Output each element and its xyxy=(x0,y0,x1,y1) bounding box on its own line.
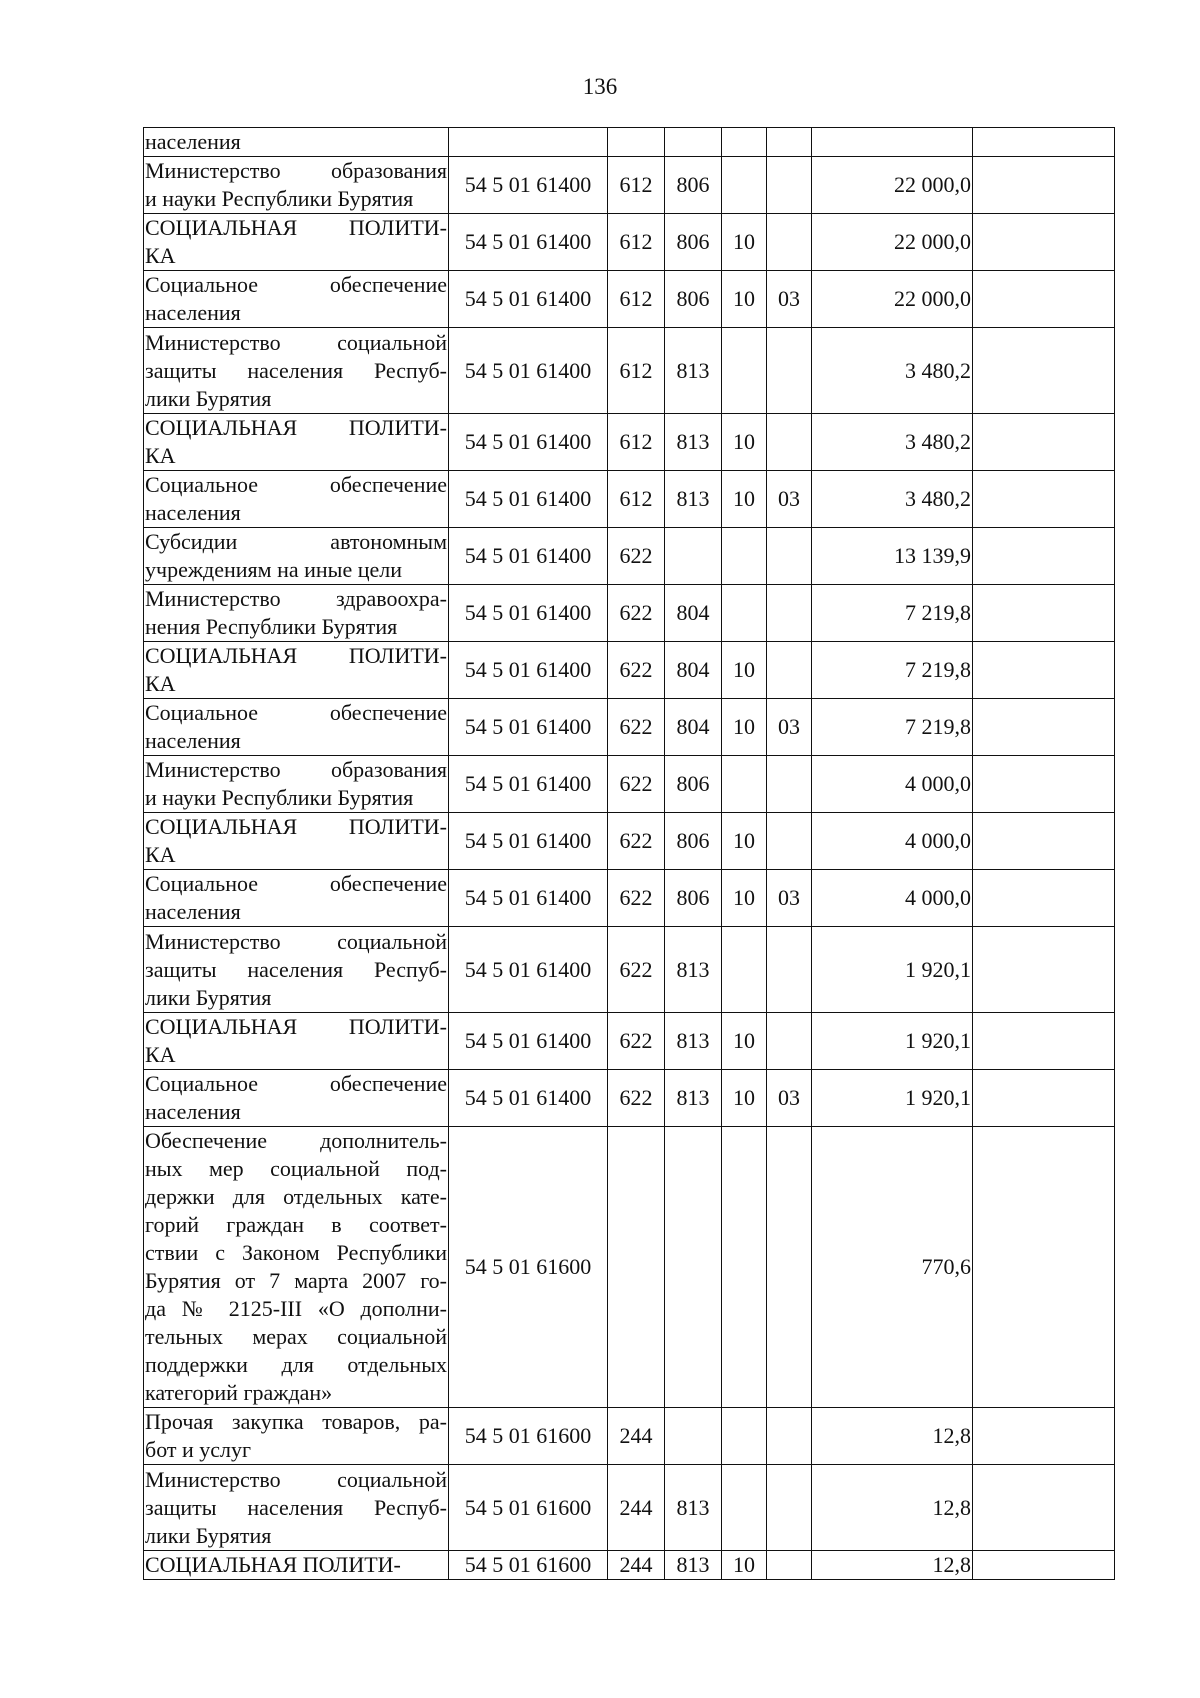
table-row xyxy=(144,1070,1115,1127)
cell-pr xyxy=(767,1127,812,1408)
cell-name-line: Социальное обеспечение xyxy=(145,1071,447,1096)
cell-name-line: СОЦИАЛЬНАЯ ПОЛИТИ- xyxy=(145,1552,401,1577)
cell-amount: 12,8 xyxy=(812,1551,973,1580)
cell-amount: 1 920,1 xyxy=(812,1013,973,1070)
cell-pr xyxy=(767,1465,812,1551)
cell-vr: 622 xyxy=(608,813,665,870)
cell-name-line: Министерство здравоохра- xyxy=(145,586,447,611)
cell-code: 54 5 01 61400 xyxy=(449,214,608,271)
cell-name-line: населения xyxy=(145,129,241,154)
cell-rz xyxy=(722,1465,767,1551)
table-row xyxy=(144,128,1115,157)
table-row xyxy=(144,1013,1115,1070)
cell-code: 54 5 01 61400 xyxy=(449,870,608,927)
cell-code: 54 5 01 61600 xyxy=(449,1408,608,1465)
cell-vr: 244 xyxy=(608,1465,665,1551)
cell-name xyxy=(144,870,449,927)
cell-vr: 622 xyxy=(608,528,665,585)
table-row xyxy=(144,642,1115,699)
cell-name-line: лики Бурятия xyxy=(145,984,272,1010)
cell-name xyxy=(144,414,449,471)
cell-name-line: населения xyxy=(145,500,241,525)
cell-pr xyxy=(767,414,812,471)
cell-rz xyxy=(722,756,767,813)
cell-extra xyxy=(973,642,1115,699)
cell-code: 54 5 01 61400 xyxy=(449,699,608,756)
cell-pr: 03 xyxy=(767,471,812,528)
cell-extra xyxy=(973,870,1115,927)
cell-rz xyxy=(722,927,767,1013)
budget-table xyxy=(143,127,1115,1580)
cell-amount: 3 480,2 xyxy=(812,328,973,414)
cell-name-line: СОЦИАЛЬНАЯ ПОЛИТИ- xyxy=(145,643,447,668)
cell-code: 54 5 01 61400 xyxy=(449,1070,608,1127)
cell-vr: 244 xyxy=(608,1408,665,1465)
table-row xyxy=(144,1408,1115,1465)
cell-name-line: да № 2125-III «О дополни- xyxy=(145,1296,447,1321)
cell-grbs: 806 xyxy=(665,870,722,927)
cell-grbs: 813 xyxy=(665,1551,722,1580)
cell-vr: 244 xyxy=(608,1551,665,1580)
cell-vr: 622 xyxy=(608,699,665,756)
cell-name-line: КА xyxy=(145,443,176,468)
cell-name xyxy=(144,1551,449,1580)
cell-grbs: 813 xyxy=(665,1465,722,1551)
cell-pr: 03 xyxy=(767,699,812,756)
cell-code: 54 5 01 61400 xyxy=(449,471,608,528)
cell-vr: 622 xyxy=(608,1070,665,1127)
table-row xyxy=(144,271,1115,328)
cell-vr: 612 xyxy=(608,157,665,214)
cell-vr: 612 xyxy=(608,214,665,271)
cell-name xyxy=(144,214,449,271)
budget-table-body xyxy=(144,128,1115,1580)
cell-extra xyxy=(973,414,1115,471)
cell-amount: 4 000,0 xyxy=(812,813,973,870)
table-row xyxy=(144,157,1115,214)
table-row xyxy=(144,214,1115,271)
cell-name xyxy=(144,528,449,585)
cell-extra xyxy=(973,756,1115,813)
cell-amount: 22 000,0 xyxy=(812,157,973,214)
cell-amount xyxy=(812,128,973,157)
cell-name-line: и науки Республики Бурятия xyxy=(145,186,414,211)
cell-code: 54 5 01 61600 xyxy=(449,1551,608,1580)
cell-code: 54 5 01 61600 xyxy=(449,1127,608,1408)
cell-pr xyxy=(767,528,812,585)
cell-rz xyxy=(722,1127,767,1408)
cell-code: 54 5 01 61400 xyxy=(449,927,608,1013)
cell-pr xyxy=(767,214,812,271)
cell-vr: 612 xyxy=(608,414,665,471)
cell-name-line: Субсидии автономным xyxy=(145,529,447,554)
cell-rz xyxy=(722,157,767,214)
cell-code: 54 5 01 61400 xyxy=(449,157,608,214)
cell-extra xyxy=(973,1551,1115,1580)
cell-vr xyxy=(608,1127,665,1408)
cell-rz xyxy=(722,128,767,157)
table-row xyxy=(144,756,1115,813)
cell-code: 54 5 01 61400 xyxy=(449,756,608,813)
cell-name-line: Обеспечение дополнитель- xyxy=(145,1128,447,1153)
cell-grbs: 804 xyxy=(665,642,722,699)
cell-code: 54 5 01 61400 xyxy=(449,414,608,471)
cell-pr xyxy=(767,1551,812,1580)
table-row xyxy=(144,585,1115,642)
cell-code: 54 5 01 61400 xyxy=(449,1013,608,1070)
cell-name-line: Социальное обеспечение xyxy=(145,472,447,497)
cell-pr xyxy=(767,756,812,813)
cell-grbs: 813 xyxy=(665,1013,722,1070)
cell-name-line: населения xyxy=(145,1099,241,1124)
cell-name-line: Социальное обеспечение xyxy=(145,700,447,725)
cell-amount: 1 920,1 xyxy=(812,927,973,1013)
cell-rz: 10 xyxy=(722,214,767,271)
cell-name-line: ных мер социальной под- xyxy=(145,1156,447,1181)
cell-name-line: тельных мерах социальной xyxy=(145,1324,447,1349)
cell-amount: 22 000,0 xyxy=(812,271,973,328)
table-row xyxy=(144,528,1115,585)
cell-name-line: СОЦИАЛЬНАЯ ПОЛИТИ- xyxy=(145,215,447,240)
cell-code: 54 5 01 61600 xyxy=(449,1465,608,1551)
cell-extra xyxy=(973,927,1115,1013)
cell-pr xyxy=(767,642,812,699)
cell-name-line: Министерство социальной xyxy=(145,928,447,954)
cell-grbs: 806 xyxy=(665,157,722,214)
cell-name-line: лики Бурятия xyxy=(145,385,272,411)
cell-amount: 3 480,2 xyxy=(812,414,973,471)
cell-grbs: 806 xyxy=(665,271,722,328)
cell-grbs xyxy=(665,1127,722,1408)
cell-grbs: 806 xyxy=(665,756,722,813)
cell-amount: 3 480,2 xyxy=(812,471,973,528)
cell-vr xyxy=(608,128,665,157)
table-row xyxy=(144,870,1115,927)
cell-name-line: нения Республики Бурятия xyxy=(145,614,398,639)
cell-extra xyxy=(973,128,1115,157)
cell-name xyxy=(144,642,449,699)
cell-grbs: 813 xyxy=(665,328,722,414)
table-row xyxy=(144,1465,1115,1551)
cell-amount: 7 219,8 xyxy=(812,642,973,699)
table-row xyxy=(144,813,1115,870)
cell-name-line: населения xyxy=(145,728,241,753)
cell-pr xyxy=(767,157,812,214)
cell-rz: 10 xyxy=(722,271,767,328)
cell-pr xyxy=(767,927,812,1013)
cell-grbs: 813 xyxy=(665,1070,722,1127)
cell-name xyxy=(144,1013,449,1070)
cell-extra xyxy=(973,1013,1115,1070)
cell-extra xyxy=(973,528,1115,585)
cell-name-line: КА xyxy=(145,1042,176,1067)
cell-name-line: Социальное обеспечение xyxy=(145,871,447,896)
cell-grbs xyxy=(665,1408,722,1465)
cell-rz xyxy=(722,585,767,642)
cell-name-line: держки для отдельных кате- xyxy=(145,1184,447,1209)
cell-name xyxy=(144,128,449,157)
cell-vr: 622 xyxy=(608,642,665,699)
cell-name xyxy=(144,699,449,756)
cell-grbs: 804 xyxy=(665,585,722,642)
cell-name-line: лики Бурятия xyxy=(145,1522,272,1548)
cell-rz: 10 xyxy=(722,1070,767,1127)
cell-rz: 10 xyxy=(722,813,767,870)
cell-name-line: Бурятия от 7 марта 2007 го- xyxy=(145,1268,447,1293)
cell-name-line: Министерство социальной xyxy=(145,329,447,355)
cell-name-line: учреждениям на иные цели xyxy=(145,557,402,582)
cell-name-line: населения xyxy=(145,300,241,325)
cell-name-line: категорий граждан» xyxy=(145,1380,333,1405)
cell-name-line: бот и услуг xyxy=(145,1437,252,1462)
cell-code: 54 5 01 61400 xyxy=(449,271,608,328)
table-row xyxy=(144,1127,1115,1408)
cell-name-line: КА xyxy=(145,671,176,696)
cell-extra xyxy=(973,1408,1115,1465)
table-row xyxy=(144,1551,1115,1580)
cell-name-line: Министерство образования xyxy=(145,757,447,782)
cell-name-line: защиты населения Респуб- xyxy=(145,357,447,383)
cell-vr: 622 xyxy=(608,870,665,927)
cell-name xyxy=(144,271,449,328)
cell-grbs: 806 xyxy=(665,214,722,271)
cell-grbs: 813 xyxy=(665,414,722,471)
cell-name xyxy=(144,813,449,870)
cell-extra xyxy=(973,1070,1115,1127)
cell-vr: 612 xyxy=(608,271,665,328)
cell-pr xyxy=(767,585,812,642)
cell-extra xyxy=(973,1465,1115,1551)
cell-name xyxy=(144,1070,449,1127)
cell-pr xyxy=(767,813,812,870)
cell-rz xyxy=(722,1408,767,1465)
cell-rz xyxy=(722,328,767,414)
cell-name-line: Министерство образования xyxy=(145,158,447,183)
cell-extra xyxy=(973,157,1115,214)
page-number: 136 xyxy=(582,74,618,99)
cell-extra xyxy=(973,813,1115,870)
cell-amount: 7 219,8 xyxy=(812,699,973,756)
cell-code: 54 5 01 61400 xyxy=(449,585,608,642)
cell-pr xyxy=(767,1408,812,1465)
cell-code: 54 5 01 61400 xyxy=(449,813,608,870)
cell-extra xyxy=(973,471,1115,528)
cell-pr: 03 xyxy=(767,1070,812,1127)
cell-amount: 4 000,0 xyxy=(812,756,973,813)
table-row xyxy=(144,927,1115,1013)
table-row xyxy=(144,414,1115,471)
cell-name xyxy=(144,1408,449,1465)
cell-rz: 10 xyxy=(722,870,767,927)
cell-name-line: ствии с Законом Республики xyxy=(145,1240,447,1265)
cell-grbs xyxy=(665,528,722,585)
cell-name xyxy=(144,756,449,813)
cell-name xyxy=(144,1127,449,1408)
cell-name-line: населения xyxy=(145,899,241,924)
cell-pr: 03 xyxy=(767,271,812,328)
cell-name-line: СОЦИАЛЬНАЯ ПОЛИТИ- xyxy=(145,415,447,440)
cell-code: 54 5 01 61400 xyxy=(449,528,608,585)
cell-grbs: 813 xyxy=(665,927,722,1013)
cell-grbs: 813 xyxy=(665,471,722,528)
cell-name xyxy=(144,927,449,1013)
cell-name-line: Социальное обеспечение xyxy=(145,272,447,297)
cell-extra xyxy=(973,699,1115,756)
cell-extra xyxy=(973,1127,1115,1408)
cell-grbs: 804 xyxy=(665,699,722,756)
cell-amount: 12,8 xyxy=(812,1465,973,1551)
cell-pr xyxy=(767,1013,812,1070)
cell-rz xyxy=(722,528,767,585)
cell-name-line: и науки Республики Бурятия xyxy=(145,785,414,810)
cell-name xyxy=(144,157,449,214)
cell-grbs: 806 xyxy=(665,813,722,870)
cell-name-line: защиты населения Респуб- xyxy=(145,956,447,982)
cell-code xyxy=(449,128,608,157)
cell-name xyxy=(144,471,449,528)
cell-name-line: горий граждан в соответ- xyxy=(145,1212,447,1237)
cell-name-line: Прочая закупка товаров, ра- xyxy=(145,1409,447,1434)
cell-vr: 622 xyxy=(608,1013,665,1070)
cell-code: 54 5 01 61400 xyxy=(449,642,608,699)
cell-amount: 7 219,8 xyxy=(812,585,973,642)
cell-name xyxy=(144,328,449,414)
cell-name xyxy=(144,1465,449,1551)
cell-vr: 622 xyxy=(608,756,665,813)
cell-pr xyxy=(767,128,812,157)
cell-extra xyxy=(973,271,1115,328)
cell-amount: 4 000,0 xyxy=(812,870,973,927)
cell-amount: 12,8 xyxy=(812,1408,973,1465)
cell-extra xyxy=(973,214,1115,271)
cell-extra xyxy=(973,585,1115,642)
table-row xyxy=(144,471,1115,528)
cell-name-line: КА xyxy=(145,842,176,867)
cell-name-line: поддержки для отдельных xyxy=(145,1352,447,1377)
cell-vr: 612 xyxy=(608,328,665,414)
cell-rz: 10 xyxy=(722,414,767,471)
cell-name-line: СОЦИАЛЬНАЯ ПОЛИТИ- xyxy=(145,814,447,839)
cell-pr: 03 xyxy=(767,870,812,927)
cell-name xyxy=(144,585,449,642)
cell-name-line: защиты населения Респуб- xyxy=(145,1494,447,1520)
cell-rz: 10 xyxy=(722,642,767,699)
cell-rz: 10 xyxy=(722,699,767,756)
cell-code: 54 5 01 61400 xyxy=(449,328,608,414)
cell-extra xyxy=(973,328,1115,414)
cell-vr: 622 xyxy=(608,927,665,1013)
table-row xyxy=(144,699,1115,756)
cell-amount: 1 920,1 xyxy=(812,1070,973,1127)
cell-name-line: Министерство социальной xyxy=(145,1466,447,1492)
cell-rz: 10 xyxy=(722,1551,767,1580)
cell-rz: 10 xyxy=(722,471,767,528)
cell-vr: 622 xyxy=(608,585,665,642)
cell-pr xyxy=(767,328,812,414)
cell-grbs xyxy=(665,128,722,157)
cell-name-line: КА xyxy=(145,243,176,268)
cell-amount: 770,6 xyxy=(812,1127,973,1408)
table-row xyxy=(144,328,1115,414)
cell-amount: 22 000,0 xyxy=(812,214,973,271)
cell-rz: 10 xyxy=(722,1013,767,1070)
cell-vr: 612 xyxy=(608,471,665,528)
cell-name-line: СОЦИАЛЬНАЯ ПОЛИТИ- xyxy=(145,1014,447,1039)
cell-amount: 13 139,9 xyxy=(812,528,973,585)
